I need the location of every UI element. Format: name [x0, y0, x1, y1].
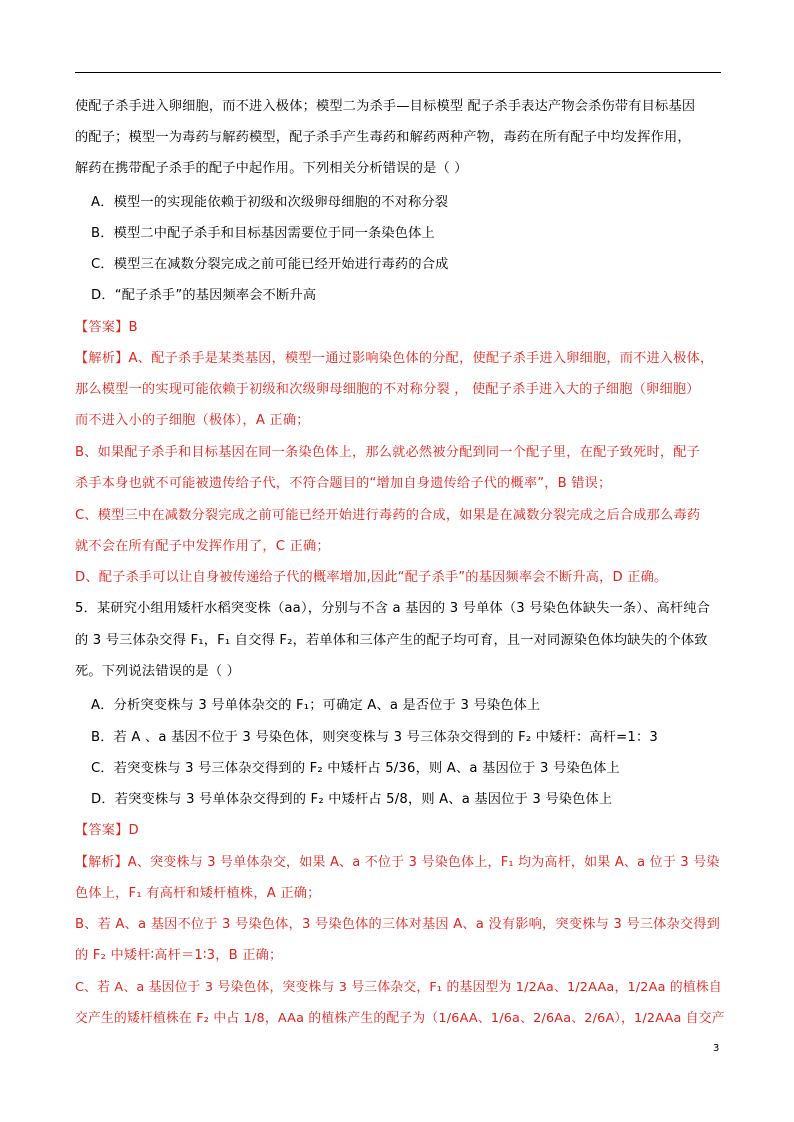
question4-option-d: D．“配子杀手”的基因频率会不断升高	[91, 288, 317, 303]
question4-stem-line: 使配子杀手进入卵细胞，而不进入极体；模型二为杀手—目标模型 配子杀手表达产物会杀伤带有目标基因	[75, 99, 696, 114]
page-number: 3	[713, 1043, 720, 1054]
question4-option-b: B．模型二中配子杀手和目标基因需要位于同一条染色体上	[91, 226, 435, 241]
question4-analysis-line: 就不会在所有配子中发挥作用了，C 正确；	[75, 539, 330, 554]
question5-analysis-line: B、若 A、a 基因不位于 3 号染色体，3 号染色体的三体对基因 A、a 没有影响，突变株与 3 号三体杂交得到	[75, 917, 721, 932]
question4-analysis-line: 【解析】A、配子杀手是某类基因，模型一通过影响染色体的分配，使配子杀手进入卵细胞，而不进入极体，	[75, 351, 714, 366]
question4-analysis-line: 杀手本身也就不可能被遗传给子代，不符合题目的“增加自身遗传给子代的概率”，B 错误；	[75, 476, 612, 491]
question4-stem-line: 的配子；模型一为毒药与解药模型，配子杀手产生毒药和解药两种产物，毒药在所有配子中均发挥作用，	[75, 130, 691, 145]
question4-analysis-line: 而不进入小的子细胞（极体），A 正确；	[75, 413, 310, 428]
question4-analysis-line: D、配子杀手可以让自身被传递给子代的概率增加,因此“配子杀手”的基因频率会不断升高，D 正确。	[75, 570, 668, 585]
question5-analysis-line: 色体上，F₁ 有高杆和矮杆植株，A 正确；	[75, 886, 321, 901]
question4-option-c: C．模型三在减数分裂完成之前可能已经开始进行毒药的合成	[91, 257, 449, 272]
question5-analysis-line: 的 F₂ 中矮杆∶高杆＝1∶3，B 正确；	[75, 948, 283, 963]
question5-stem-line: 5．某研究小组用矮杆水稻突变株（aa），分别与不含 a 基因的 3 号单体（3 号染色体缺失一条）、高杆纯合	[75, 601, 711, 616]
question5-stem-line: 死。下列说法错误的是（ ）	[75, 664, 241, 679]
question4-analysis-line: 那么模型一的实现可能依赖于初级和次级卵母细胞的不对称分裂 ， 使配子杀手进入大的子细胞（卵细胞）	[75, 382, 700, 397]
question5-option-d: D．若突变株与 3 号单体杂交得到的 F₂ 中矮杆占 5/8，则 A、a 基因位于 3 号染色体上	[91, 792, 613, 807]
question5-analysis-line: 【解析】A、突变株与 3 号单体杂交，如果 A、a 不位于 3 号染色体上，F₁ 均为高杆，如果 A、a 位于 3 号染	[75, 855, 720, 870]
question5-option-c: C．若突变株与 3 号三体杂交得到的 F₂ 中矮杆占 5/36，则 A、a 基因位于 3 号染色体上	[91, 761, 620, 776]
question5-analysis-line: 交产生的矮杆植株在 F₂ 中占 1/8，AAa 的植株产生的配子为（1/6AA、1/6a、2/6Aa、2/6A），1/2AAa 自交产	[75, 1011, 725, 1026]
question5-analysis-line: C、若 A、a 基因位于 3 号染色体，突变株与 3 号三体杂交，F₁ 的基因型为 1/2Aa、1/2AAa，1/2Aa 的植株自	[75, 980, 722, 995]
question5-option-b: B．若 A 、a 基因不位于 3 号染色体，则突变株与 3 号三体杂交得到的 F₂ 中矮杆：高杆=1：3	[91, 730, 658, 745]
question4-analysis-line: C、模型三中在减数分裂完成之前可能已经开始进行毒药的合成，如果是在减数分裂完成之后合成那么毒药	[75, 508, 701, 523]
question4-stem-line: 解药在携带配子杀手的配子中起作用。下列相关分析错误的是（ ）	[75, 161, 468, 176]
question4-option-a: A．模型一的实现能依赖于初级和次级卵母细胞的不对称分裂	[91, 195, 449, 210]
question5-option-a: A．分析突变株与 3 号单体杂交的 F₁；可确定 A、a 是否位于 3 号染色体上	[91, 698, 541, 713]
question4-answer: 【答案】B	[75, 320, 138, 335]
header-rule	[75, 72, 721, 73]
question4-analysis-line: B、如果配子杀手和目标基因在同一条染色体上，那么就必然被分配到同一个配子里，在配子致死时，配子	[75, 445, 701, 460]
question5-stem-line: 的 3 号三体杂交得 F₁，F₁ 自交得 F₂，若单体和三体产生的配子均可育，且一对同源染色体均缺失的个体致	[75, 633, 708, 648]
question5-answer: 【答案】D	[75, 823, 139, 838]
